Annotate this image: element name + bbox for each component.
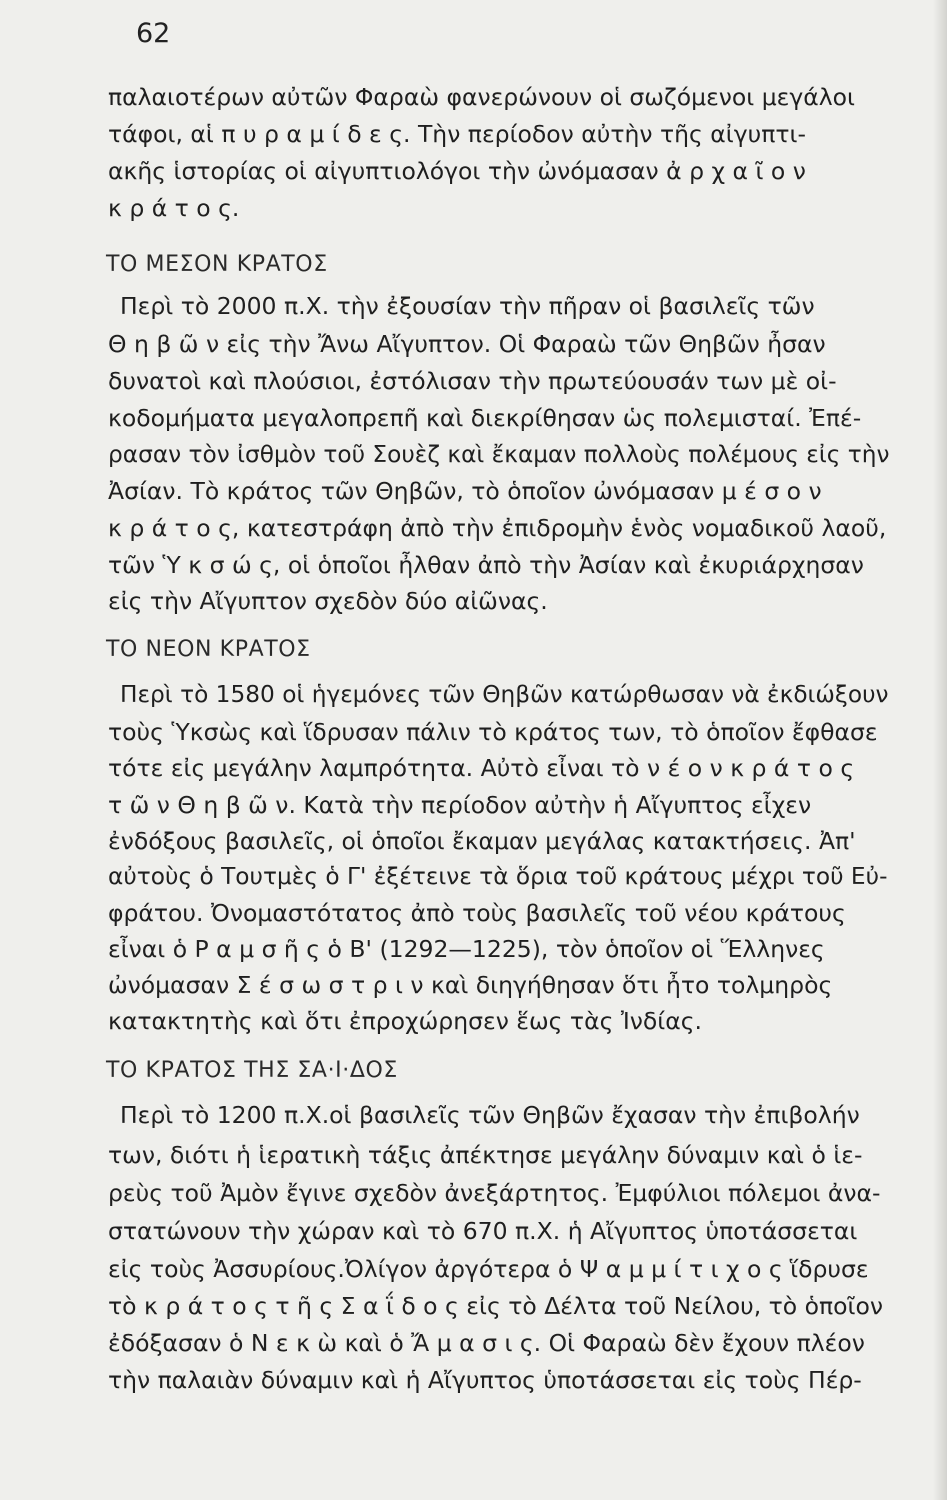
text-line: εἰς τὴν Αἴγυπτον σχεδὸν δύο αἰῶνας. xyxy=(108,587,548,615)
section-heading-sais: ΤΟ ΚΡΑΤΟΣ ΤΗΣ ΣΑ·Ι·ΔΟΣ xyxy=(106,1058,398,1083)
text-line: ακῆς ἱστορίας οἱ αἰγυπτιολόγοι τὴν ὠνόμασαν ἀ ρ χ α ῖ ο ν xyxy=(108,157,806,185)
text-line: τ ῶ ν Θ η β ῶ ν. Κατὰ τὴν περίοδον αὐτὴν ἡ Αἴγυπτος εἶχεν xyxy=(108,791,812,819)
text-line: τὸ κ ρ ά τ ο ς τ ῆ ς Σ α ΐ δ ο ς εἰς τὸ Δέλτα τοῦ Νείλου, τὸ ὁποῖον xyxy=(108,1292,884,1320)
text-line: τότε εἰς μεγάλην λαμπρότητα. Αὐτὸ εἶναι τὸ ν έ ο ν κ ρ ά τ ο ς xyxy=(108,754,855,782)
text-line: εἰς τοὺς Ἀσσυρίους.Ὀλίγον ἀργότερα ὁ Ψ α μ μ ί τ ι χ ο ς ἵδρυσε xyxy=(108,1255,869,1283)
page-number: 62 xyxy=(136,18,171,49)
text-line: φράτου. Ὀνομαστότατος ἀπὸ τοὺς βασιλεῖς τοῦ νέου κράτους xyxy=(108,899,846,927)
text-line: τῶν Ὑ κ σ ώ ς, οἱ ὁποῖοι ἦλθαν ἀπὸ τὴν Ἀσίαν καὶ ἐκυριάρχησαν xyxy=(108,551,864,579)
text-line: ὠνόμασαν Σ έ σ ω σ τ ρ ι ν καὶ διηγήθησαν ὅτι ἦτο τολμηρὸς xyxy=(108,971,833,999)
text-line: εἶναι ὁ Ρ α μ σ ῆ ς ὁ Β' (1292—1225), τὸν ὁποῖον οἱ Ἕλληνες xyxy=(108,935,825,963)
section-heading-new-kingdom: ΤΟ ΝΕΟΝ ΚΡΑΤΟΣ xyxy=(106,637,311,662)
text-line: ρασαν τὸν ἰσθμὸν τοῦ Σουὲζ καὶ ἔκαμαν πολλοὺς πολέμους εἰς τὴν xyxy=(108,441,890,468)
text-line: τάφοι, αἱ π υ ρ α μ ί δ ε ς. Τὴν περίοδον αὐτὴν τῆς αἰγυπτι- xyxy=(108,120,806,148)
text-line: στατώνουν τὴν χώραν καὶ τὸ 670 π.Χ. ἡ Αἴγυπτος ὑποτάσσεται xyxy=(108,1217,858,1245)
text-line: Θ η β ῶ ν εἰς τὴν Ἄνω Αἴγυπτον. Οἱ Φαραὼ τῶν Θηβῶν ἦσαν xyxy=(108,330,826,358)
text-line: ἐδόξασαν ὁ Ν ε κ ὼ καὶ ὁ Ἄ μ α σ ι ς. Οἱ Φαραὼ δὲν ἔχουν πλέον xyxy=(108,1329,865,1357)
text-line: Περὶ τὸ 2000 π.Χ. τὴν ἐξουσίαν τὴν πῆραν οἱ βασιλεῖς τῶν xyxy=(120,292,815,320)
text-line: Ἀσίαν. Τὸ κράτος τῶν Θηβῶν, τὸ ὁποῖον ὠνόμασαν μ έ σ ο ν xyxy=(108,477,822,505)
text-line: αὐτοὺς ὁ Τουτμὲς ὁ Γ' ἐξέτεινε τὰ ὅρια τοῦ κράτους μέχρι τοῦ Εὐ- xyxy=(108,863,888,890)
text-line: παλαιοτέρων αὐτῶν Φαραὼ φανερώνουν οἱ σωζόμενοι μεγάλοι xyxy=(108,83,855,111)
text-line: κ ρ ά τ ο ς. xyxy=(108,194,240,222)
text-line: τοὺς Ὑκσὼς καὶ ἵδρυσαν πάλιν τὸ κράτος των, τὸ ὁποῖον ἔφθασε xyxy=(108,718,878,746)
text-line: κοδομήματα μεγαλοπρεπῆ καὶ διεκρίθησαν ὡς πολεμισταί. Ἐπέ- xyxy=(108,404,862,432)
text-line: ρεὺς τοῦ Ἀμὸν ἔγινε σχεδὸν ἀνεξάρτητος. Ἐμφύλιοι πόλεμοι ἀνα- xyxy=(108,1179,881,1207)
section-heading-middle-kingdom: ΤΟ ΜΕΣΟΝ ΚΡΑΤΟΣ xyxy=(106,252,328,277)
text-line: δυνατοὶ καὶ πλούσιοι, ἐστόλισαν τὴν πρωτεύουσάν των μὲ οἰ- xyxy=(108,367,837,395)
text-line: των, διότι ἡ ἱερατικὴ τάξις ἀπέκτησε μεγάλην δύναμιν καὶ ὁ ἱε- xyxy=(108,1141,863,1169)
page-edge-shadow xyxy=(933,0,947,1500)
text-line: ἐνδόξους βασιλεῖς, οἱ ὁποῖοι ἔκαμαν μεγάλας κατακτήσεις. Ἀπ' xyxy=(108,827,856,855)
text-line: κατακτητὴς καὶ ὅτι ἐπροχώρησεν ἕως τὰς Ἰνδίας. xyxy=(108,1007,702,1035)
text-line: τὴν παλαιὰν δύναμιν καὶ ἡ Αἴγυπτος ὑποτάσσεται εἰς τοὺς Πέρ- xyxy=(108,1366,862,1394)
text-line: Περὶ τὸ 1200 π.Χ.οἱ βασιλεῖς τῶν Θηβῶν ἔχασαν τὴν ἐπιβολήν xyxy=(120,1101,860,1129)
text-line: Περὶ τὸ 1580 οἱ ἡγεμόνες τῶν Θηβῶν κατώρθωσαν νὰ ἐκδιώξουν xyxy=(120,681,889,708)
text-line: κ ρ ά τ ο ς, κατεστράφη ἀπὸ τὴν ἐπιδρομὴν ἑνὸς νομαδικοῦ λαοῦ, xyxy=(108,514,887,542)
